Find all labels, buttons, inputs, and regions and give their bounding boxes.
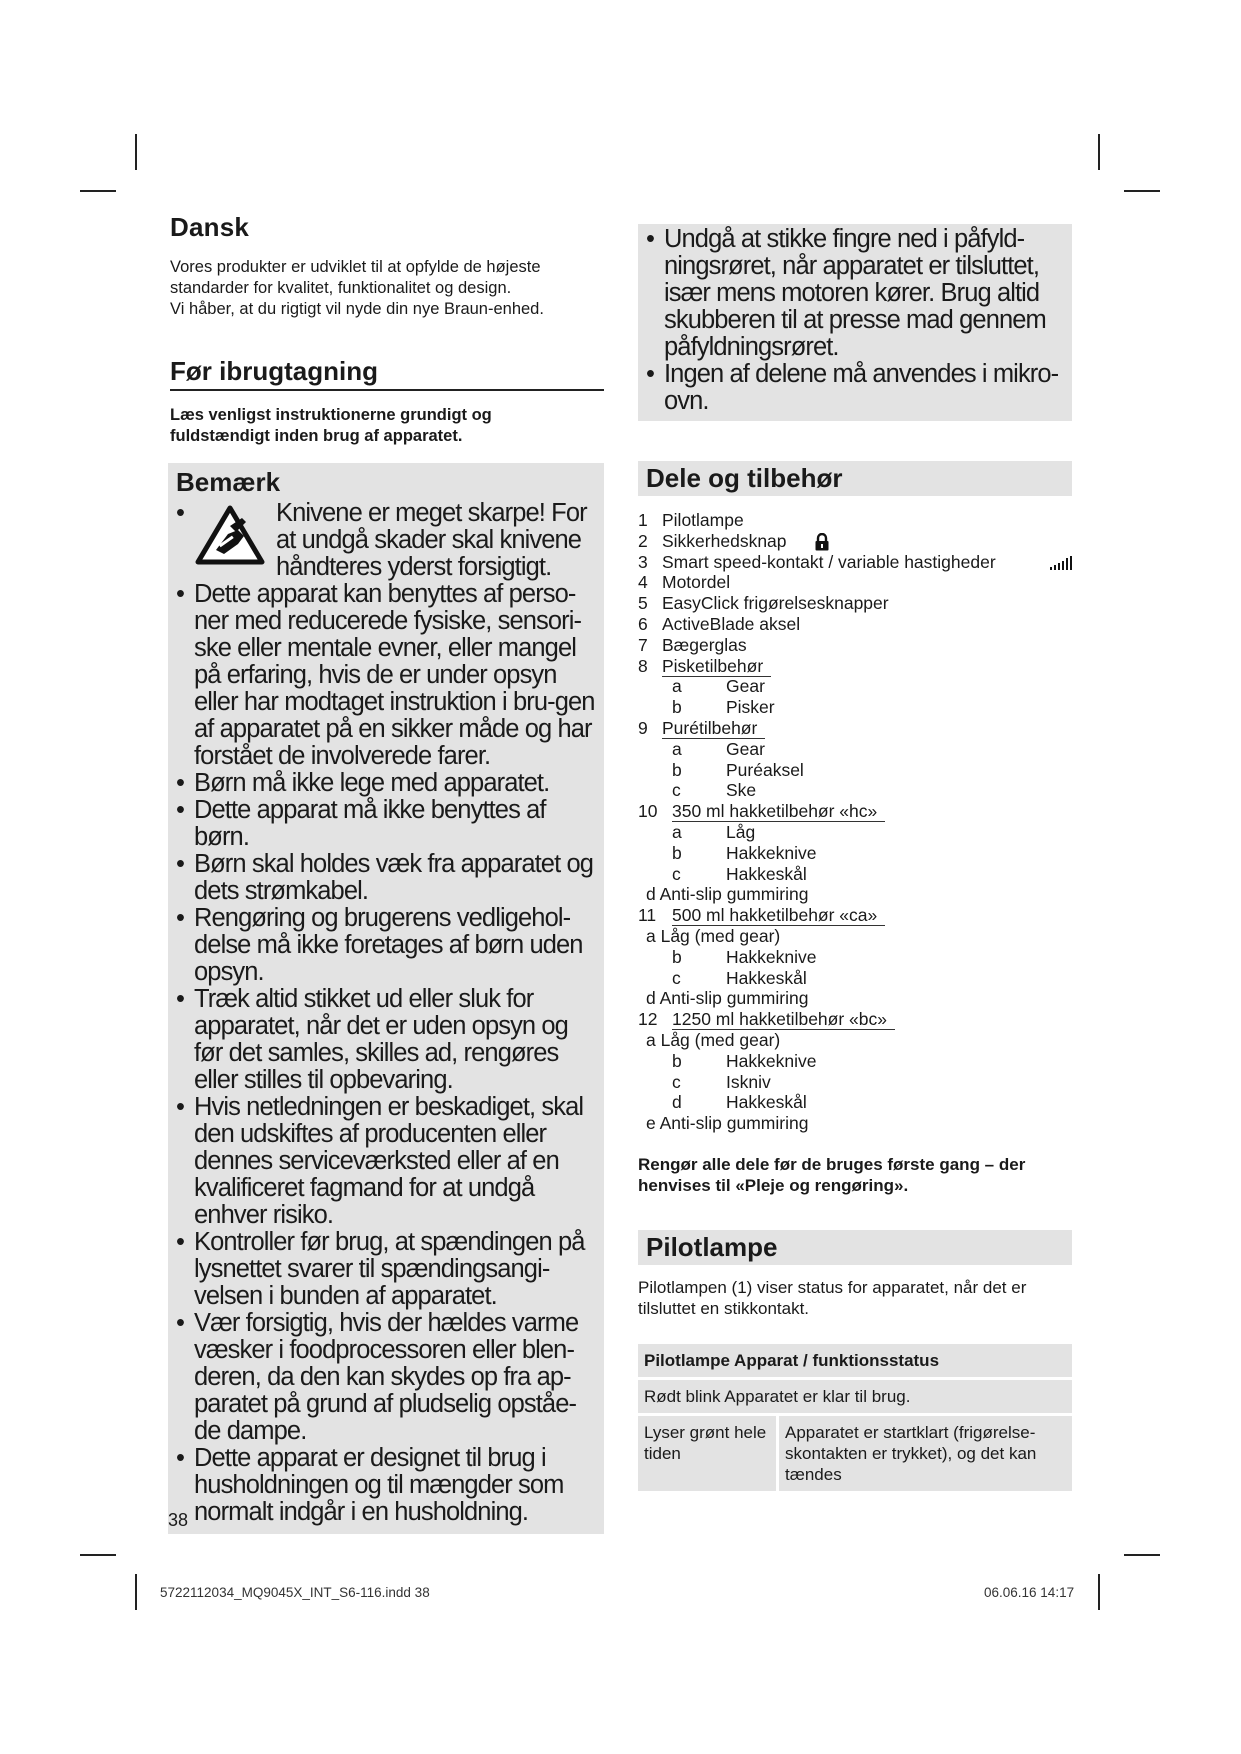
list-item	[638, 614, 1072, 635]
section-title-before-use: Før ibrugtagning	[170, 356, 604, 391]
part-label: ActiveBlade aksel	[662, 613, 801, 634]
list-item	[638, 760, 1072, 781]
crop-mark-bottom-right-h	[1124, 1554, 1160, 1556]
part-number: 3	[638, 551, 648, 572]
list-item: a Låg (med gear)	[646, 925, 781, 946]
sub-letter: c	[672, 967, 681, 988]
intro-text	[170, 257, 604, 320]
knife-warning-text: • Knivene er meget skarpe! For at undgå skader skal knivene håndteres yderst forsigtigt.	[276, 499, 587, 581]
note-line: Læs venligst instruktionerne grundigt og	[170, 406, 492, 424]
list-item	[638, 510, 1072, 531]
part-label: Motordel	[662, 572, 731, 593]
crop-mark-top-left-h	[80, 190, 116, 192]
warning-item: • Træk altid stikket ud eller sluk for apparatet, når det er uden opsyn og før det samles, skilles ad, rengøres eller stilles til opbevaring.	[176, 986, 598, 1094]
right-column	[638, 224, 1072, 1494]
parts-list	[638, 510, 1072, 1134]
table-cell: Lyser grønt hele tiden	[638, 1416, 776, 1491]
sub-letter: c	[672, 780, 681, 801]
read-instructions-note	[170, 405, 604, 447]
warning-item: • Børn må ikke lege med apparatet.	[176, 770, 598, 797]
part-number: 9	[638, 717, 648, 738]
warning-item: • Ingen af delene må anvendes i mikro-ovn.	[646, 361, 1064, 415]
warning-box	[168, 463, 604, 1534]
list-item	[638, 864, 1072, 885]
list-item	[638, 1092, 1072, 1113]
speed-levels-icon	[1050, 556, 1074, 570]
sub-letter: b	[672, 759, 682, 780]
list-item: a Låg (med gear)	[646, 1029, 781, 1050]
sub-label: Pisker	[726, 697, 775, 718]
sub-label: Puréaksel	[726, 759, 804, 780]
parts-section-title: Dele og tilbehør	[638, 461, 1072, 496]
part-number: 1	[638, 510, 648, 530]
list-item	[638, 676, 1072, 697]
table-row	[638, 1380, 1072, 1413]
list-item: d Anti-slip gummiring	[646, 988, 809, 1009]
part-number: 12	[638, 1009, 658, 1030]
list-item	[638, 593, 1072, 614]
part-label: Sikkerhedsknap	[662, 530, 787, 551]
continued-warning-box	[638, 224, 1072, 421]
list-item	[638, 1009, 1072, 1030]
list-item	[638, 947, 1072, 968]
sub-letter: b	[672, 946, 682, 967]
list-item	[638, 968, 1072, 989]
intro-line: standarder for kvalitet, funktionalitet og design.	[170, 279, 512, 297]
pilot-lamp-description: Pilotlampen (1) viser status for apparatet, når det er tilsluttet en stikkontakt.	[638, 1277, 1027, 1318]
part-label: 1250 ml hakketilbehør «bc»	[672, 1009, 895, 1030]
sub-label: Hakkeskål	[726, 967, 807, 988]
warning-item: • Undgå at stikke fingre ned i påfyld-ningsrøret, når apparatet er tilsluttet, især mens motoren kører. Brug altid skubberen til at presse mad gennem påfyldningsrøret.	[646, 226, 1064, 361]
part-number: 11	[638, 905, 657, 926]
part-label: EasyClick frigørelsesknapper	[662, 593, 889, 614]
part-label: Pilotlampe	[662, 510, 744, 530]
part-label: 350 ml hakketilbehør «hc»	[672, 801, 885, 822]
list-item	[638, 718, 1072, 739]
sub-label: Gear	[726, 676, 765, 697]
list-item	[638, 739, 1072, 760]
sub-label: Låg	[726, 821, 756, 842]
sub-letter: c	[672, 1071, 681, 1092]
part-label: Bægerglas	[662, 634, 747, 655]
list-item	[638, 905, 1072, 926]
footer-datetime: 06.06.16 14:17	[984, 1585, 1075, 1600]
warning-item: • Børn skal holdes væk fra apparatet og dets strømkabel.	[176, 851, 598, 905]
part-number: 8	[638, 655, 648, 676]
pilot-lamp-status-table	[635, 1341, 1075, 1494]
crop-mark-top-right-h	[1124, 190, 1160, 192]
list-item	[638, 1051, 1072, 1072]
sub-letter: c	[672, 863, 681, 884]
part-number: 2	[638, 530, 648, 551]
table-cell: Apparatet er startklart (frigørelse-skontakten er trykket), og det kan tændes	[779, 1416, 1072, 1491]
cleaning-note: Rengør alle dele før de bruges første gang – der henvises til «Pleje og rengøring».	[638, 1154, 1026, 1195]
crop-mark-bottom-left-h	[80, 1554, 116, 1556]
intro-line: Vi håber, at du rigtigt vil nyde din nye Braun-enhed.	[170, 300, 544, 318]
sub-label: Hakkeknive	[726, 946, 817, 967]
sub-letter: d	[672, 1092, 682, 1113]
part-number: 6	[638, 613, 648, 634]
list-item	[638, 531, 1072, 552]
sub-letter: b	[672, 697, 682, 718]
list-item: d Anti-slip gummiring	[646, 884, 809, 905]
table-header-cell: Pilotlampe Apparat / funktionsstatus	[638, 1344, 1072, 1377]
list-item	[638, 1072, 1072, 1093]
part-number: 4	[638, 572, 648, 593]
sub-label: Ske	[726, 780, 757, 801]
sub-letter: a	[672, 676, 682, 697]
crop-mark-top-right	[1098, 134, 1100, 170]
sharp-blade-warning-icon	[194, 504, 266, 566]
continued-warning-list	[646, 226, 1064, 415]
sub-label: Gear	[726, 738, 765, 759]
list-item: e Anti-slip gummiring	[646, 1113, 809, 1134]
part-number: 5	[638, 593, 648, 614]
part-label: 500 ml hakketilbehør «ca»	[672, 905, 885, 926]
note-line: fuldstændigt inden brug af apparatet.	[170, 427, 463, 445]
warning-item: • Rengøring og brugerens vedligehol-delse må ikke foretages af børn uden opsyn.	[176, 905, 598, 986]
list-item	[638, 635, 1072, 656]
part-label: Pisketilbehør	[662, 656, 771, 677]
table-row	[638, 1416, 1072, 1491]
warning-item: • Vær forsigtig, hvis der hældes varme væsker i foodprocessoren eller blen-deren, da den kan skydes op fra ap-paratet på grund af pludselig opståe-de dampe.	[176, 1310, 598, 1445]
crop-mark-bottom-left	[135, 1574, 137, 1610]
part-label: Smart speed-kontakt / variable hastigheder	[662, 551, 996, 572]
table-cell: Rødt blink Apparatet er klar til brug.	[638, 1380, 1072, 1413]
part-number: 10	[638, 801, 658, 822]
warning-list	[176, 500, 598, 1526]
pilot-lamp-section-title: Pilotlampe	[638, 1230, 1072, 1265]
warning-item: • Dette apparat må ikke benyttes af børn.	[176, 797, 598, 851]
warning-item: • Dette apparat kan benyttes af perso-ner med reducerede fysiske, sensori-ske eller mentale evner, eller mangel på erfaring, hvis de er under opsyn eller har modtaget instruktion i bru-gen af apparatet på en sikker måde og har forstået de involverede farer.	[176, 581, 598, 770]
warning-item: • Kontroller før brug, at spændingen på lysnettet svarer til spændingsangi-velsen i bunden af apparatet.	[176, 1229, 598, 1310]
list-item	[638, 822, 1072, 843]
warning-item-knives	[176, 500, 598, 581]
left-column	[168, 212, 604, 1534]
list-item	[638, 780, 1072, 801]
list-item	[638, 552, 1072, 573]
list-item	[638, 572, 1072, 593]
sub-letter: b	[672, 1050, 682, 1071]
part-number: 7	[638, 634, 648, 655]
language-title: Dansk	[170, 212, 250, 242]
sub-label: Hakkeknive	[726, 1050, 817, 1071]
table-header-row	[638, 1344, 1072, 1377]
list-item	[638, 801, 1072, 822]
crop-mark-bottom-right	[1098, 1574, 1100, 1610]
sub-letter: a	[672, 821, 682, 842]
sub-label: Hakkeskål	[726, 863, 807, 884]
list-item	[638, 656, 1072, 677]
lock-icon	[814, 533, 830, 551]
warning-title: Bemærk	[176, 467, 281, 497]
sub-label: Hakkeknive	[726, 842, 817, 863]
footer-filename: 5722112034_MQ9045X_INT_S6-116.indd 38	[160, 1585, 430, 1600]
warning-item: • Dette apparat er designet til brug i husholdningen og til mængder som normalt indgår i en husholdning.	[176, 1445, 598, 1526]
crop-mark-top-left	[135, 134, 137, 170]
intro-line: Vores produkter er udviklet til at opfylde de højeste	[170, 258, 541, 276]
part-label: Purétilbehør	[662, 718, 765, 739]
page-number: 38	[168, 1510, 189, 1530]
sub-letter: b	[672, 842, 682, 863]
list-item	[638, 697, 1072, 718]
list-item	[638, 843, 1072, 864]
warning-item: • Hvis netledningen er beskadiget, skal den udskiftes af producenten eller dennes serviceværksted eller af en kvalificeret fagmand for at undgå enhver risiko.	[176, 1094, 598, 1229]
sub-label: Hakkeskål	[726, 1092, 807, 1113]
sub-label: Iskniv	[726, 1071, 771, 1092]
sub-letter: a	[672, 738, 682, 759]
